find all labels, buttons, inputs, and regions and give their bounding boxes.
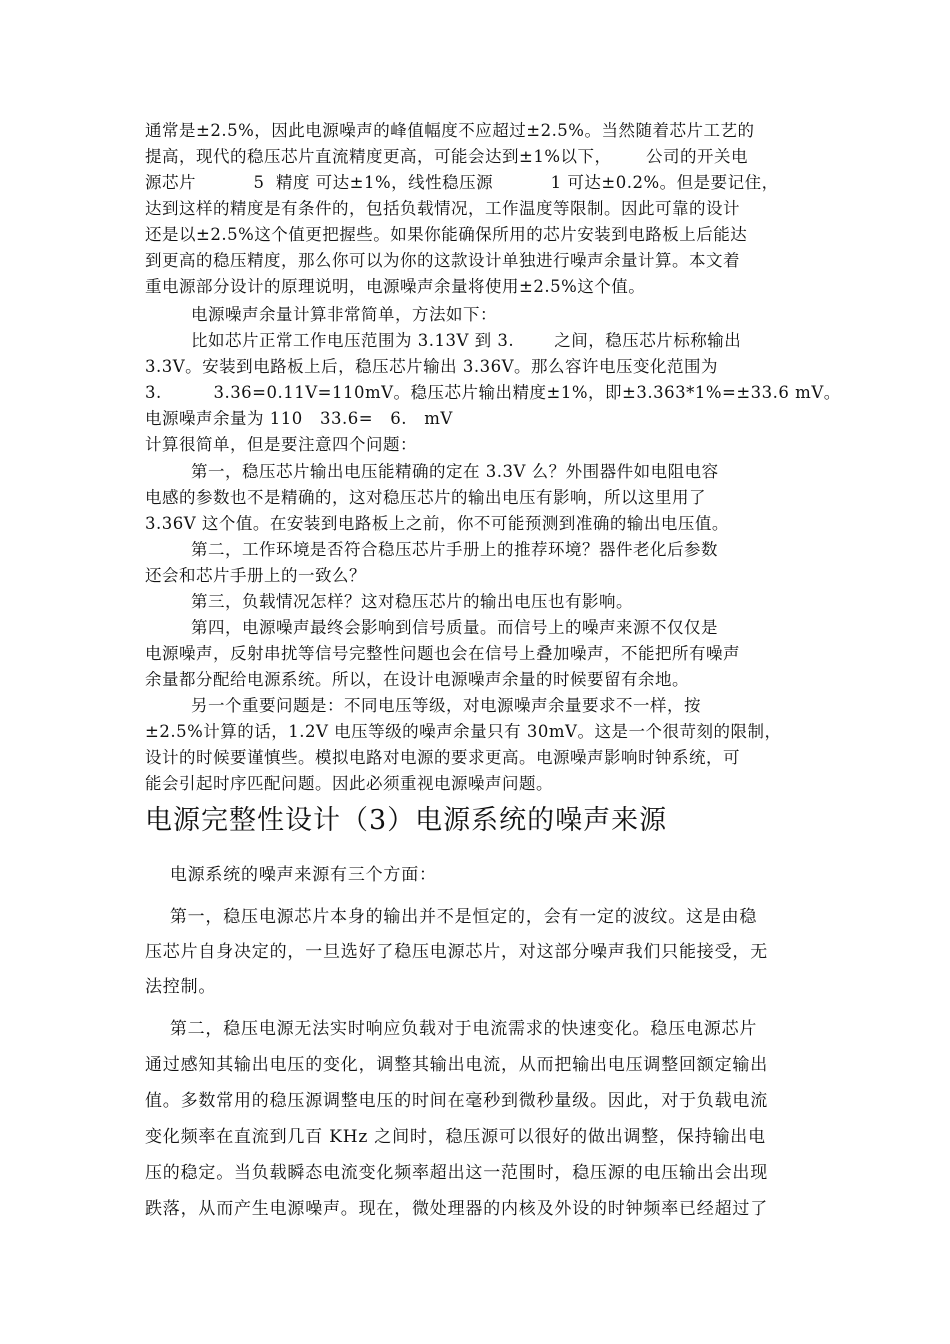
paragraph-line: 第一，稳压电源芯片本身的输出并不是恒定的，会有一定的波纹。这是由稳 [145, 907, 758, 927]
paragraph-line: 另一个重要问题是：不同电压等级，对电源噪声余量要求不一样，按 [145, 696, 701, 715]
paragraph-line: 第二，工作环境是否符合稳压芯片手册上的推荐环境？器件老化后参数 [145, 540, 718, 559]
paragraph-line: 电感的参数也不是精确的，这对稳压芯片的输出电压有影响，所以这里用了 [145, 488, 706, 507]
paragraph-line: 计算很简单，但是要注意四个问题： [145, 435, 417, 454]
paragraph-line: 变化频率在直流到几百 KHz 之间时，稳压源可以很好的做出调整，保持输出电 [145, 1127, 766, 1147]
paragraph-line: 跌落，从而产生电源噪声。现在，微处理器的内核及外设的时钟频率已经超过了 [145, 1199, 768, 1219]
paragraph-line: 达到这样的精度是有条件的，包括负载情况，工作温度等限制。因此可靠的设计 [145, 199, 740, 218]
paragraph-line: 还会和芯片手册上的一致么？ [145, 566, 366, 585]
paragraph-line: 压的稳定。当负载瞬态电流变化频率超出这一范围时，稳压源的电压输出会出现 [145, 1163, 768, 1183]
paragraph-line: 余量都分配给电源系统。所以，在设计电源噪声余量的时候要留有余地。 [145, 670, 689, 689]
paragraph-line: 还是以±2.5%这个值更把握些。如果你能确保所用的芯片安装到电路板上后能达 [145, 225, 748, 244]
section-heading: 电源完整性设计（3）电源系统的噪声来源 [145, 805, 668, 837]
paragraph-line: 3. 3.36=0.11V=110mV。稳压芯片输出精度±1%，即±3.363*1%=±33.6 mV。 [145, 383, 841, 402]
paragraph-line: 值。多数常用的稳压源调整电压的时间在毫秒到微秒量级。因此，对于负载电流 [145, 1091, 768, 1111]
paragraph-line: 第一，稳压芯片输出电压能精确的定在 3.3V 么？外围器件如电阻电容 [145, 462, 719, 481]
paragraph-line: 法控制。 [145, 977, 217, 997]
paragraph-line: 3.36V 这个值。在安装到电路板上之前，你不可能预测到准确的输出电压值。 [145, 514, 729, 533]
paragraph-line: 电源噪声，反射串扰等信号完整性问题也会在信号上叠加噪声，不能把所有噪声 [145, 644, 740, 663]
paragraph-line: 源芯片 5 精度 可达±1%，线性稳压源 1 可达±0.2%。但是要记住， [145, 173, 779, 192]
paragraph-line: 提高，现代的稳压芯片直流精度更高，可能会达到±1%以下， 公司的开关电 [145, 147, 748, 166]
paragraph-line: 通常是±2.5%，因此电源噪声的峰值幅度不应超过±2.5%。当然随着芯片工艺的 [145, 121, 755, 140]
paragraph-line: 第二，稳压电源无法实时响应负载对于电流需求的快速变化。稳压电源芯片 [145, 1019, 758, 1039]
paragraph-line: 设计的时候要谨慎些。模拟电路对电源的要求更高。电源噪声影响时钟系统，可 [145, 748, 740, 767]
paragraph-line: 第三，负载情况怎样？这对稳压芯片的输出电压也有影响。 [145, 592, 633, 611]
paragraph-line: 第四，电源噪声最终会影响到信号质量。而信号上的噪声来源不仅仅是 [145, 618, 718, 637]
paragraph-line: 3.3V。安装到电路板上后，稳压芯片输出 3.36V。那么容许电压变化范围为 [145, 357, 719, 376]
paragraph-line: 到更高的稳压精度，那么你可以为你的这款设计单独进行噪声余量计算。本文着 [145, 251, 740, 270]
paragraph-line: 电源系统的噪声来源有三个方面： [145, 865, 437, 885]
paragraph-line: 通过感知其输出电压的变化，调整其输出电流，从而把输出电压调整回额定输出 [145, 1055, 768, 1075]
paragraph-line: 能会引起时序匹配问题。因此必须重视电源噪声问题。 [145, 774, 553, 793]
paragraph-line: 压芯片自身决定的，一旦选好了稳压电源芯片，对这部分噪声我们只能接受，无 [145, 942, 768, 962]
paragraph-line: 重电源部分设计的原理说明，电源噪声余量将使用±2.5%这个值。 [145, 277, 646, 296]
paragraph-line: ±2.5%计算的话，1.2V 电压等级的噪声余量只有 30mV。这是一个很苛刻的限制， [145, 722, 782, 741]
paragraph-line: 比如芯片正常工作电压范围为 3.13V 到 3. 之间，稳压芯片标称输出 [145, 331, 742, 350]
paragraph-line: 电源噪声余量计算非常简单，方法如下： [145, 305, 497, 324]
paragraph-line: 电源噪声余量为 110 33.6= 6. mV [145, 409, 453, 428]
